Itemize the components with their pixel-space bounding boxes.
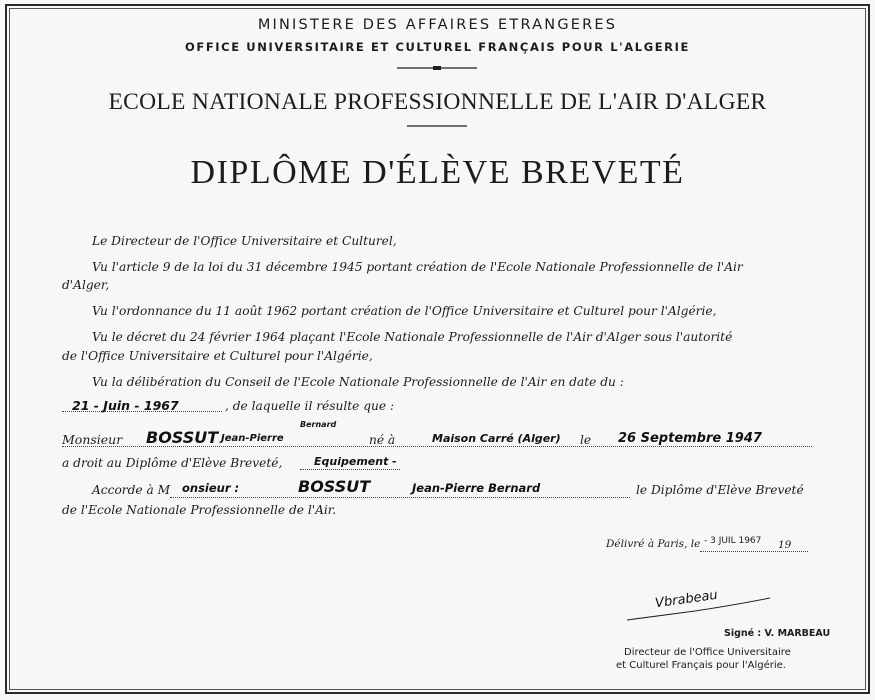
signature-script: Vbrabeau xyxy=(654,587,719,612)
birthplace-field: Maison Carré (Alger) xyxy=(432,432,561,445)
body-line-granted: le Diplôme d'Elève Breveté xyxy=(636,483,804,497)
delivered-label: Délivré à Paris, le xyxy=(606,538,701,550)
signed-name: Signé : V. MARBEAU xyxy=(724,628,831,639)
accorde-dotted-line xyxy=(170,497,630,498)
body-line-decret: Vu le décret du 24 février 1964 plaçant l'Ecole Nationale Professionnelle de l'Air d'Alger sous l'autorité xyxy=(92,330,733,344)
school-name: ECOLE NATIONALE PROFESSIONNELLE DE L'AIR D'ALGER xyxy=(108,89,767,115)
birth-date-field: 26 Septembre 1947 xyxy=(618,431,762,446)
added-name-field: Bernard xyxy=(300,420,337,429)
body-line-entitled: a droit au Diplôme d'Elève Breveté, xyxy=(62,456,283,470)
ornament-divider-top xyxy=(397,66,477,70)
speciality-field: Equipement - xyxy=(314,455,397,468)
body-line-article: Vu l'article 9 de la loi du 31 décembre 1945 portant création de l'Ecole Nationale Professionnelle de l'Air xyxy=(92,260,743,274)
surname2-field: BOSSUT xyxy=(298,477,371,496)
birth-date-le: le xyxy=(580,433,592,447)
speciality-dotted-line xyxy=(300,469,400,470)
full-first-names-field: Jean-Pierre Bernard xyxy=(412,481,541,495)
monsieur-label: Monsieur xyxy=(62,432,123,447)
signature-flourish xyxy=(625,585,775,625)
stamp-date: - 3 JUIL 1967 xyxy=(704,536,762,546)
office-header: OFFICE UNIVERSITAIRE ET CULTUREL FRANÇAIS POUR L'ALGERIE xyxy=(185,40,690,54)
signatory-title-1: Directeur de l'Office Universitaire xyxy=(624,647,791,658)
body-line-ordonnance: Vu l'ordonnance du 11 août 1962 portant création de l'Office Universitaire et Culturel pour l'Algérie, xyxy=(92,304,717,318)
body-line-school: de l'Ecole Nationale Professionnelle de l'Air. xyxy=(62,503,337,517)
delivered-dotted-line xyxy=(700,551,808,552)
deliberation-date: 21 - Juin - 1967 xyxy=(72,398,179,413)
body-line-result: , de laquelle il résulte que : xyxy=(225,399,395,413)
born-at-label: né à xyxy=(369,433,396,447)
accorde-label: Accorde à M xyxy=(92,483,171,497)
body-line-decret-cont: de l'Office Universitaire et Culturel pour l'Algérie, xyxy=(62,349,373,363)
first-names-field: Jean-Pierre xyxy=(221,433,284,444)
body-line-deliberation: Vu la délibération du Conseil de l'Ecole Nationale Professionnelle de l'Air en date du : xyxy=(92,375,624,389)
ornament-divider-middle xyxy=(407,124,467,128)
signatory-title-2: et Culturel Français pour l'Algérie. xyxy=(616,660,786,671)
year-suffix: 19 xyxy=(778,539,792,551)
body-line-article-cont: d'Alger, xyxy=(62,278,110,292)
surname-field: BOSSUT xyxy=(146,428,219,447)
body-line-director: Le Directeur de l'Office Universitaire et Culturel, xyxy=(92,234,397,248)
onsieur-field: onsieur : xyxy=(182,481,240,495)
ministry-header: MINISTERE DES AFFAIRES ETRANGERES xyxy=(257,17,618,33)
diploma-title: DIPLÔME D'ÉLÈVE BREVETÉ xyxy=(190,154,685,191)
